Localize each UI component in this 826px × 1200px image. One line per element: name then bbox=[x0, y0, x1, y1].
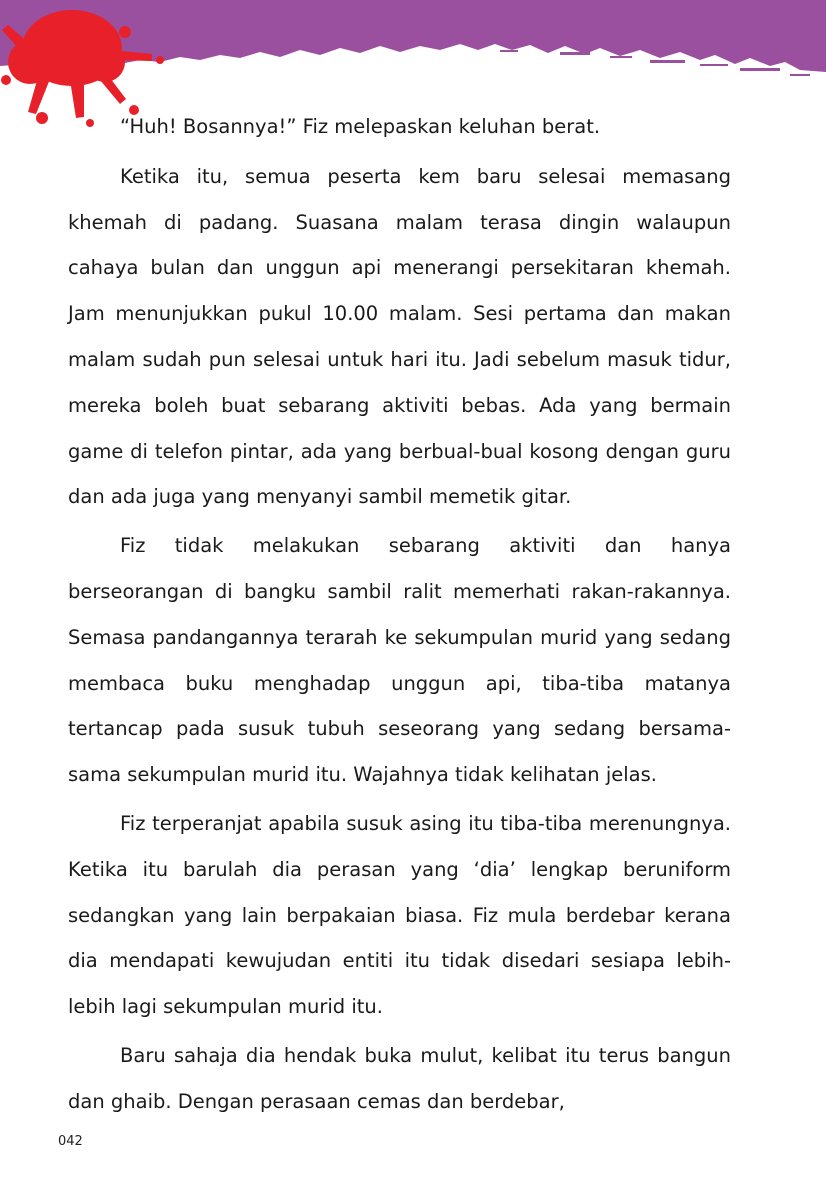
paragraph-3: Fiz tidak melakukan sebarang aktiviti dan hanya berseorangan di bangku sambil ralit memerhati rakan-rakannya. Semasa pandangannya terarah ke sekumpulan murid yang sedang membaca buku menghadap unggun api, tiba-tiba matanya tertancap pada susuk tubuh seseorang yang sedang bersama-sama sekumpulan murid itu. Wajahnya tidak kelihatan jelas. bbox=[68, 534, 731, 787]
page-number: 042 bbox=[58, 1134, 83, 1149]
paragraph-5: Baru sahaja dia hendak buka mulut, kelibat itu terus bangun dan ghaib. Dengan perasaan cemas dan berdebar, bbox=[68, 1043, 731, 1113]
paragraph-2: Ketika itu, semua peserta kem baru selesai memasang khemah di padang. Suasana malam terasa dingin walaupun cahaya bulan dan unggun api menerangi persekitaran khemah. Jam menunjukkan pukul 10.00 malam. Sesi pertama dan makan malam sudah pun selesai untuk hari itu. Jadi sebelum masuk tidur, mereka boleh buat sebarang aktiviti bebas. Ada yang bermain game di telefon pintar, ada yang berbual-bual kosong dengan guru dan ada juga yang menyanyi sambil memetik gitar. bbox=[68, 164, 731, 509]
paragraph-4: Fiz terperanjat apabila susuk asing itu tiba-tiba merenungnya. Ketika itu barulah dia perasan yang ‘dia’ lengkap beruniform sedangkan yang lain berpakaian biasa. Fiz mula berdebar kerana dia mendapati kewujudan entiti itu tidak disedari sesiapa lebih-lebih lagi sekumpulan murid itu. bbox=[68, 811, 731, 1019]
story-text bbox=[68, 104, 731, 1128]
paragraph-1: “Huh! Bosannya!” Fiz melepaskan keluhan berat. bbox=[120, 115, 601, 138]
